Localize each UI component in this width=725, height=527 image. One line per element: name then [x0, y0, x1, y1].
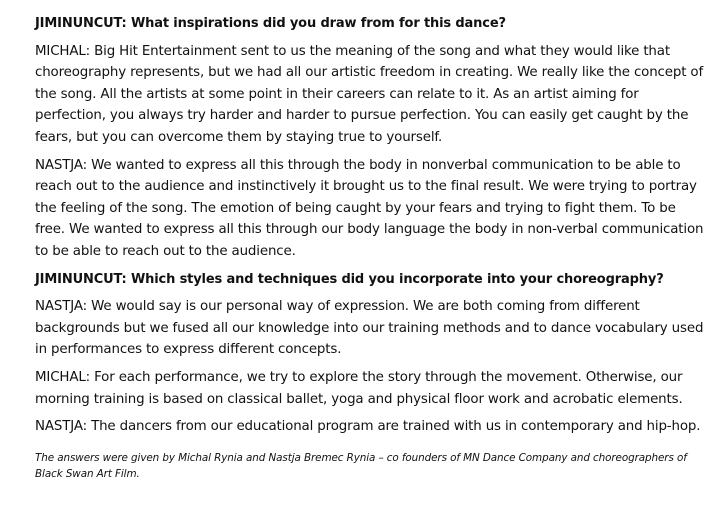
answer-michal-training: MICHAL: For each performance, we try to explore the story through the movement. Otherwise, our morning training is based on classical ballet, yoga and physical floor work and acrobatic elements. — [35, 369, 683, 407]
question-inspirations: JIMINUNCUT: What inspirations did you draw from for this dance? — [35, 16, 506, 31]
answer-nastja-expression: NASTJA: We would say is our personal way of expression. We are both coming from different backgrounds but we fused all our knowledge into our training methods and to dance vocabulary used in performances to express different concepts. — [35, 299, 704, 358]
credit-note: The answers were given by Michal Rynia and Nastja Bremec Rynia – co founders of MN Dance Company and choreographers of Black Swan Art Film. — [35, 451, 687, 480]
answer-nastja-educational-program: NASTJA: The dancers from our educational program are trained with us in contemporary and hip-hop. — [35, 419, 701, 435]
answer-michal-inspirations: MICHAL: Big Hit Entertainment sent to us the meaning of the song and what they would like that choreography represents, but we had all our artistic freedom in creating. We really like the concept of the song. All the artists at some point in their careers can relate to it. As an artist aiming for perfection, you always try harder and harder to pursue perfection. You can easily get caught by the fears, but you can overcome them by staying true to yourself. — [35, 43, 704, 145]
question-styles-techniques: JIMINUNCUT: Which styles and techniques did you incorporate into your choreography? — [35, 271, 664, 287]
answer-nastja-inspirations: NASTJA: We wanted to express all this through the body in nonverbal communication to be able to reach out to the audience and instinctively it brought us to the final result. We were trying to portray the feeling of the song. The emotion of being caught by your fears and trying to fight them. To be free. We wanted to express all this through our body language the body in non-verbal communication to be able to reach out to the audience. — [35, 157, 704, 259]
